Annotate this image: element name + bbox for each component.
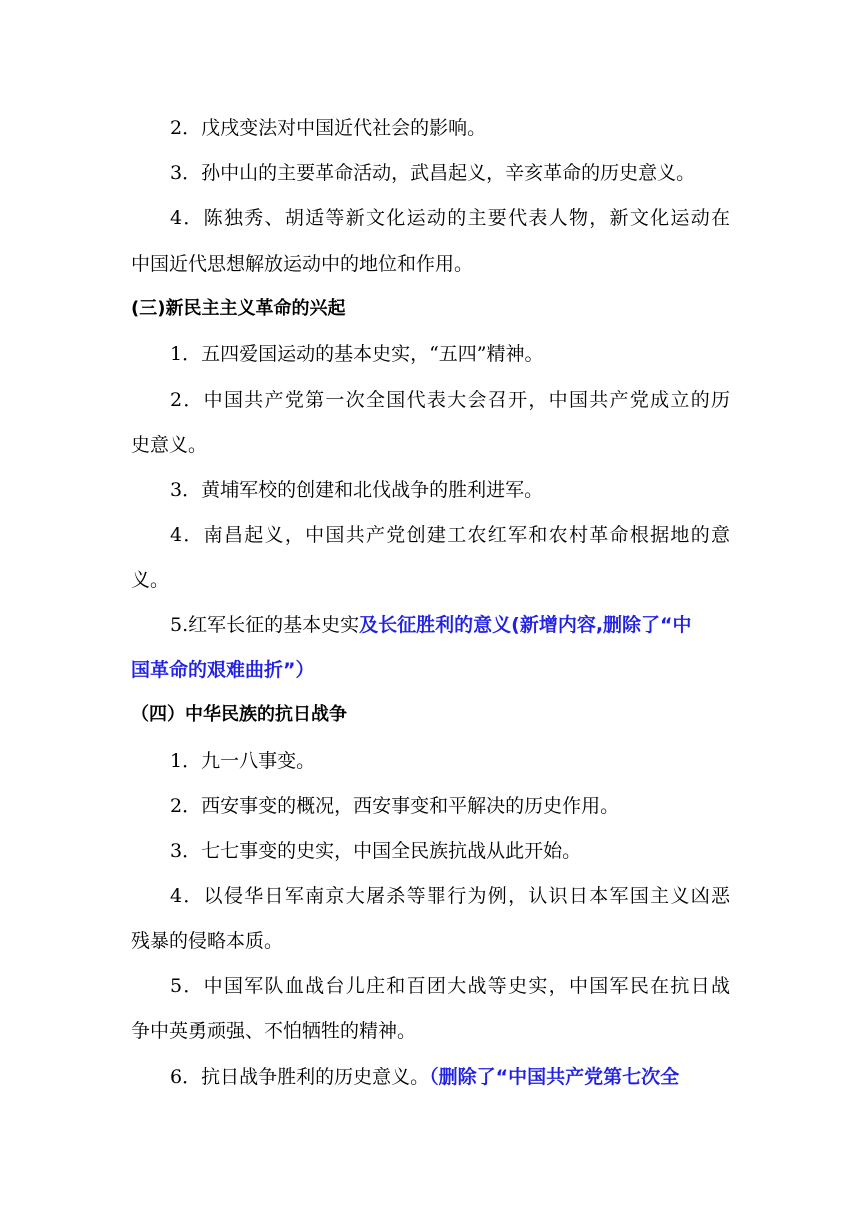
item-4-nanjing-line1: 4．以侵华日军南京大屠杀等罪行为例，认识日本军国主义凶恶 [170, 885, 730, 907]
item-4-nanchang-line1: 4．南昌起义，中国共产党创建工农红军和农村革命根据地的意 [170, 524, 730, 546]
item-1-may-fourth: 1．五四爱国运动的基本史实，“五四”精神。 [170, 343, 544, 365]
item-2-cpc-founding-line1: 2．中国共产党第一次全国代表大会召开，中国共产党成立的历 [170, 389, 730, 411]
deletion-note: （删除了“中国共产党第七次全 [429, 1066, 680, 1088]
section-heading-4: （四）中华民族的抗日战争 [131, 704, 347, 725]
item-2-wuxu-reform: 2．戊戌变法对中国近代社会的影响。 [170, 117, 487, 139]
item-3-sun-yatsen: 3．孙中山的主要革命活动，武昌起义，辛亥革命的历史意义。 [170, 162, 696, 184]
item-3-whampoa: 3．黄埔军校的创建和北伐战争的胜利进军。 [170, 479, 544, 501]
item-5-long-march-line2: 国革命的艰难曲折”） [131, 659, 315, 681]
item-3-july-7: 3．七七事变的史实，中国全民族抗战从此开始。 [170, 840, 582, 862]
item-4-nanjing-line2: 残暴的侵略本质。 [131, 930, 284, 952]
item-5-taierzhuang-line1: 5．中国军队血战台儿庄和百团大战等史实，中国军民在抗日战 [170, 975, 730, 997]
item-6-victory [170, 1065, 730, 1089]
item-4-new-culture-line1: 4．陈独秀、胡适等新文化运动的主要代表人物，新文化运动在 [170, 207, 730, 229]
item-4-nanchang-line2: 义。 [131, 569, 170, 591]
item-5-taierzhuang-line2: 争中英勇顽强、不怕牺牲的精神。 [131, 1020, 417, 1042]
item-2-cpc-founding-line2: 史意义。 [131, 434, 208, 456]
item-1-sept-18: 1．九一八事变。 [170, 750, 316, 772]
item-5-long-march-line1 [170, 613, 730, 637]
new-content-note: 及长征胜利的意义(新增内容,删除了“中 [359, 614, 692, 636]
item-2-xian-incident: 2．西安事变的概况，西安事变和平解决的历史作用。 [170, 795, 620, 817]
long-march-text: 5.红军长征的基本史实 [170, 614, 360, 636]
item-4-new-culture-line2: 中国近代思想解放运动中的地位和作用。 [131, 253, 474, 275]
victory-text: 6．抗日战争胜利的历史意义。 [170, 1066, 430, 1088]
section-heading-3: (三)新民主主义革命的兴起 [131, 298, 346, 319]
